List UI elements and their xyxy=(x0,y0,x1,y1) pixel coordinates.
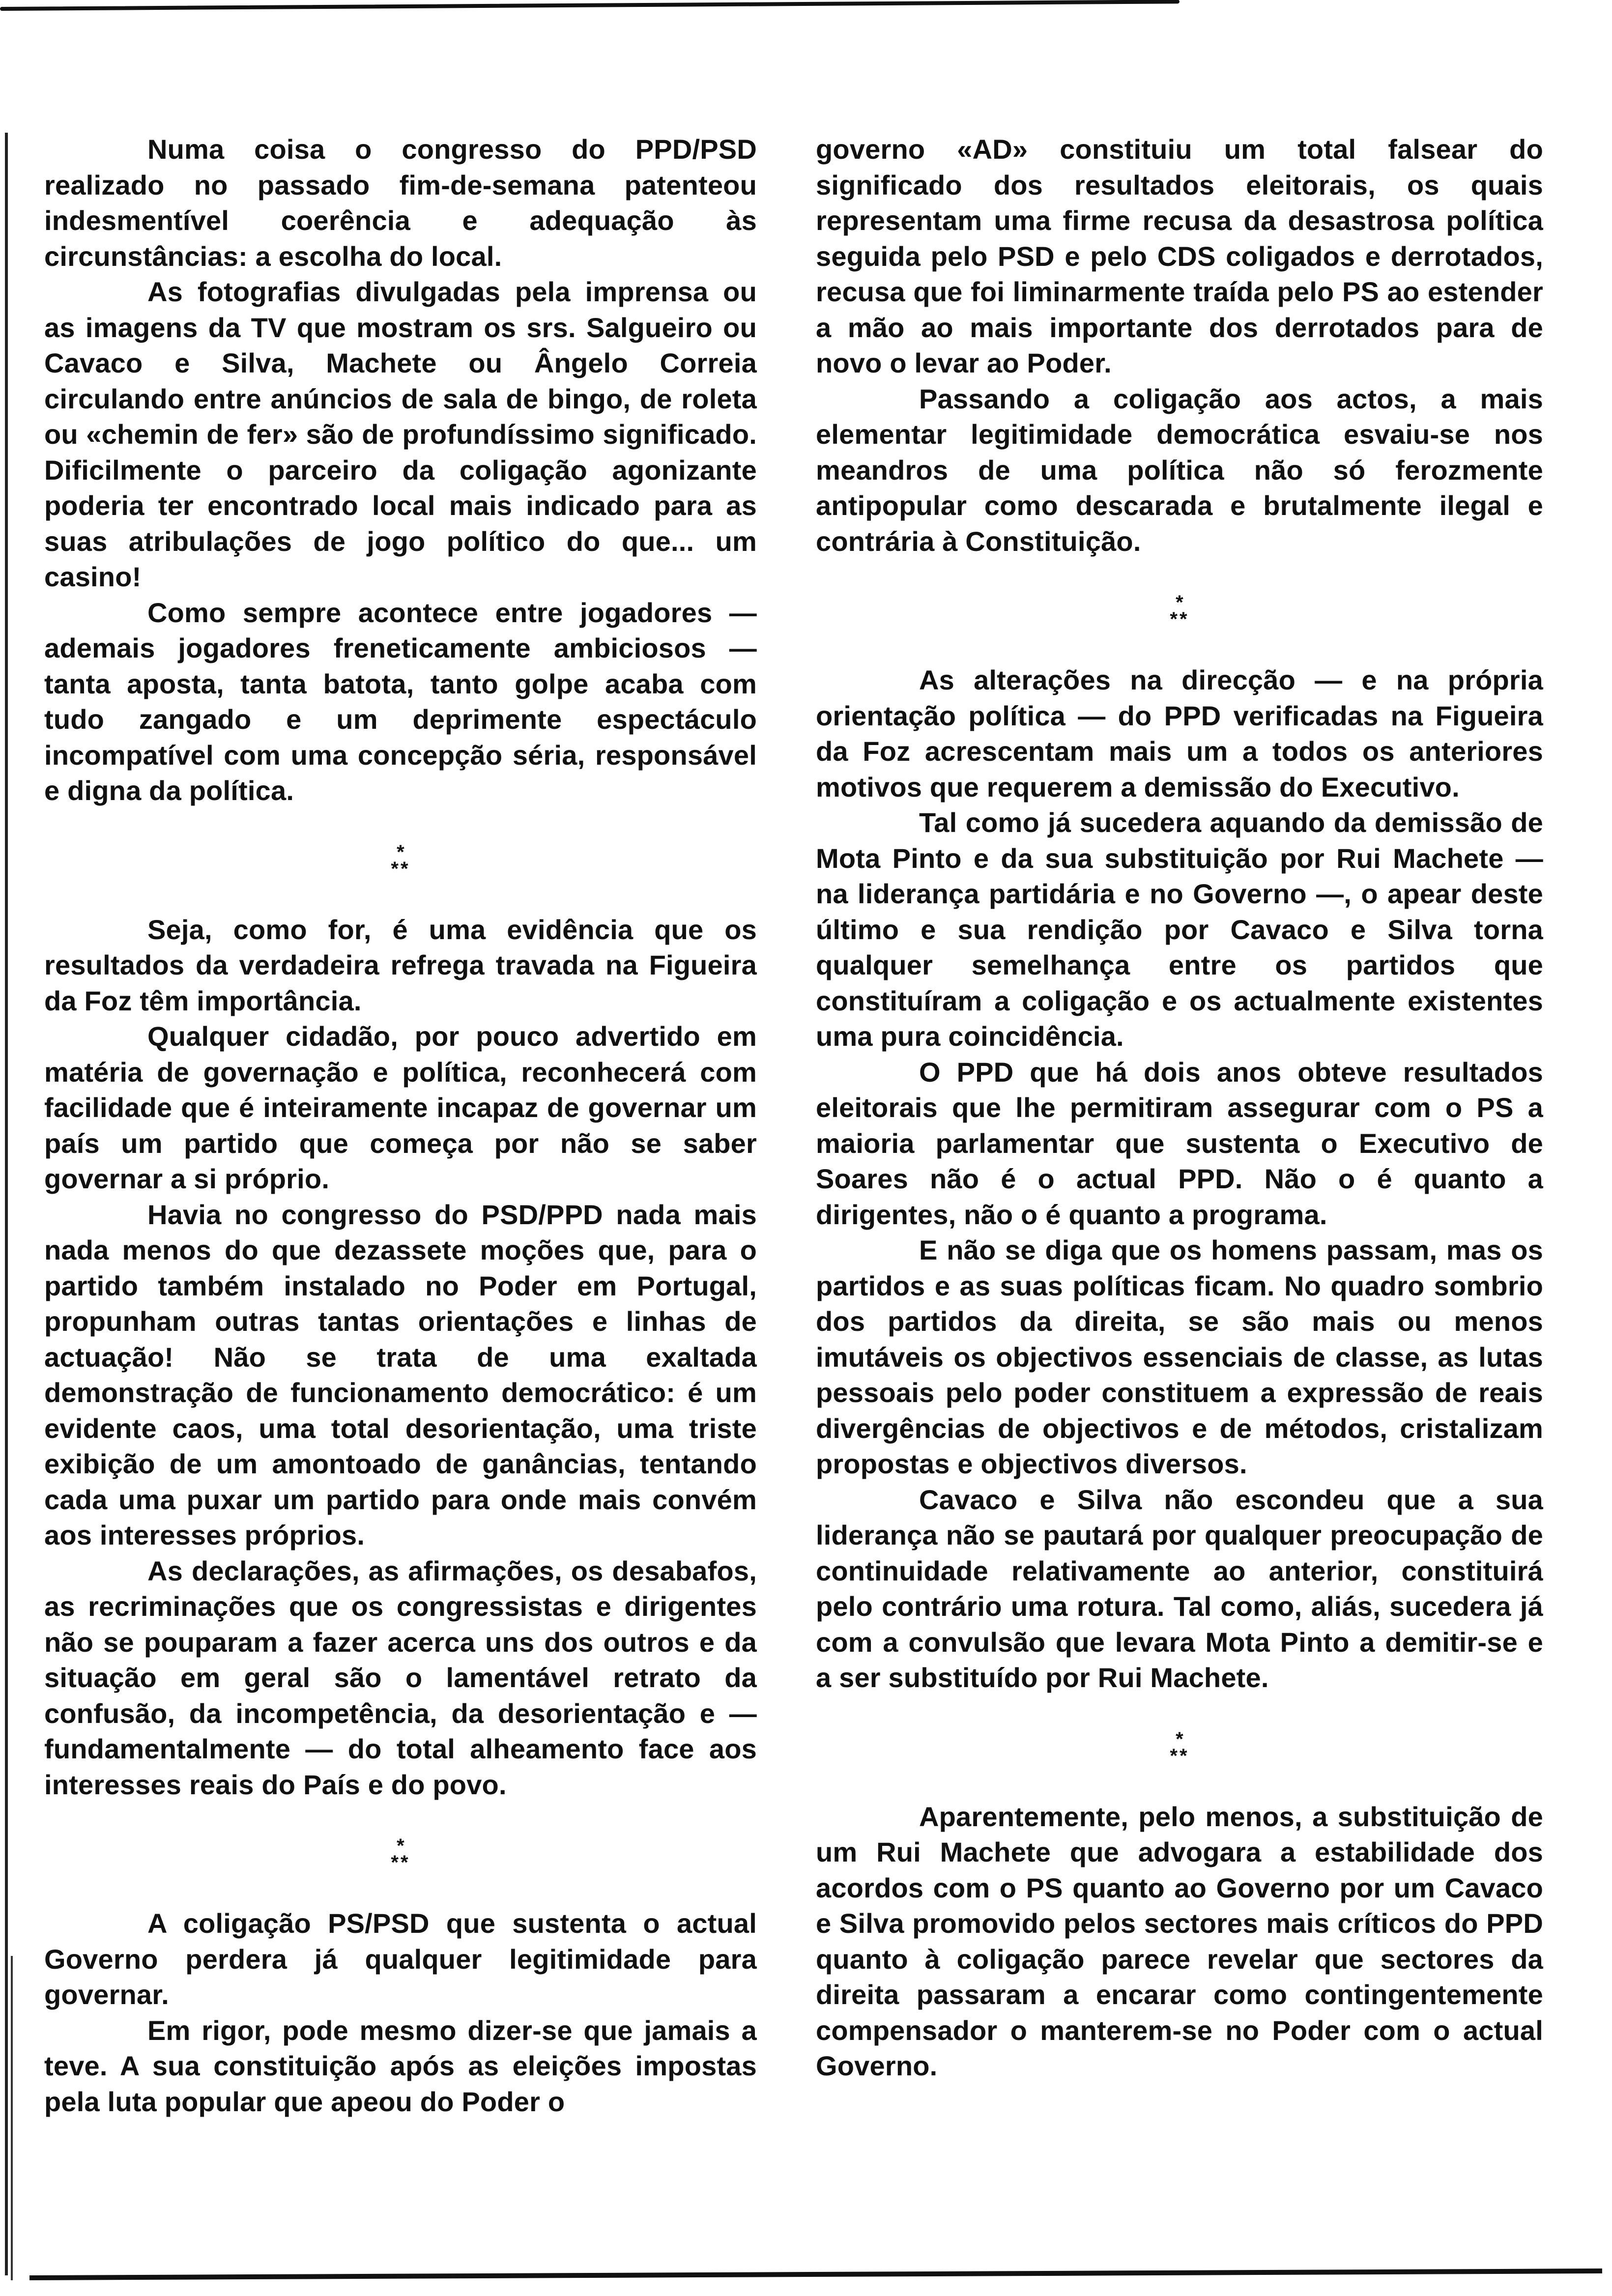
paragraph: As fotografias divulgadas pela imprensa ou as imagens da TV que mostram os srs. Salgueiro ou Cavaco e Silva, Machete ou Ângelo Correia circulando entre anúncios de sala de bingo, de roleta ou «chemin de fer» são de profundíssimo significado. Dificilmente o parceiro da coligação agonizante poderia ter encontrado local mais indicado para as suas atribulações de jogo político do que... um casino! xyxy=(44,276,757,592)
paragraph: Em rigor, pode mesmo dizer-se que jamais a teve. A sua constituição após as eleições impostas pela luta popular que apeou do Poder o xyxy=(44,2014,757,2117)
left-column xyxy=(44,132,757,2120)
paragraph: As declarações, as afirmações, os desabafos, as recriminações que os congressistas e dirigentes não se pouparam a fazer acerca uns dos outros e da situação em geral são o lamentável retrato da confusão, da incompetência, da desorientação e — fundamentalmente — do total alheamento face aos interesses reais do País e do povo. xyxy=(44,1555,757,1800)
paragraph: Seja, como for, é uma evidência que os resultados da verdadeira refrega travada na Figueira da Foz têm importância. xyxy=(44,914,757,1016)
section-separator-asterism: * ** xyxy=(1170,592,1189,630)
paragraph: Numa coisa o congresso do PPD/PSD realizado no passado fim-de-semana patenteou indesmentível coerência e adequação às circunstâncias: a escolha do local. xyxy=(44,134,757,272)
paragraph: Tal como já sucedera aquando da demissão de Mota Pinto e da sua substituição por Rui Machete — na liderança partidária e no Governo —, o apear deste último e sua rendição por Cavaco e Silva torna qualquer semelhança entre os partidos que constituíram a coligação e os actualmente existentes uma pura coincidência. xyxy=(816,807,1543,1052)
left-border-line-lower xyxy=(11,1956,13,2280)
top-rule xyxy=(0,0,1180,11)
left-border-line xyxy=(5,133,8,2275)
paragraph: Cavaco e Silva não escondeu que a sua liderança não se pautará por qualquer preocupação de continuidade relativamente ao anterior, constituirá pelo contrário uma rotura. Tal como, aliás, sucedera já com a convulsão que levara Mota Pinto a demitir-se e a ser substituído por Rui Machete. xyxy=(816,1484,1543,1693)
section-separator-asterism: * ** xyxy=(391,841,410,880)
section-separator-asterism: * ** xyxy=(391,1835,410,1873)
paragraph: Passando a coligação aos actos, a mais elementar legitimidade democrática esvaiu-se nos meandros de uma política não só ferozmente antipopular como descarada e brutalmente ilegal e contrária à Constituição. xyxy=(816,383,1543,557)
right-column xyxy=(816,132,1543,2084)
paragraph: A coligação PS/PSD que sustenta o actual Governo perdera já qualquer legitimidade para governar. xyxy=(44,1908,757,2010)
paragraph-continued: governo «AD» constituiu um total falsear do significado dos resultados eleitorais, os quais representam uma firme recusa da desastrosa política seguida pelo PSD e pelo CDS coligados e derrotados, recusa que foi liminarmente traída pelo PS ao estender a mão ao mais importante dos derrotados para de novo o levar ao Poder. xyxy=(816,134,1543,378)
paragraph: Aparentemente, pelo menos, a substituição de um Rui Machete que advogara a estabilidade dos acordos com o PS quanto ao Governo por um Cavaco e Silva promovido pelos sectores mais críticos do PPD quanto à coligação parece revelar que sectores da direita passaram a encarar como contingentemente compensador o manterem-se no Poder com o actual Governo. xyxy=(816,1801,1543,2081)
paragraph: As alterações na direcção — e na própria orientação política — do PPD verificadas na Figueira da Foz acrescentam mais um a todos os anteriores motivos que requerem a demissão do Executivo. xyxy=(816,664,1543,803)
bottom-rule xyxy=(29,2268,1602,2280)
paragraph: Qualquer cidadão, por pouco advertido em matéria de governação e política, reconhecerá com facilidade que é inteiramente incapaz de governar um país um partido que começa por não se saber governar a si próprio. xyxy=(44,1021,757,1194)
paragraph: E não se diga que os homens passam, mas os partidos e as suas políticas ficam. No quadro sombrio dos partidos da direita, se são mais ou menos imutáveis os objectivos essenciais de classe, as lutas pessoais pelo poder constituem a expressão de reais divergências de objectivos e de métodos, cristalizam propostas e objectivos diversos. xyxy=(816,1234,1543,1479)
paragraph: Como sempre acontece entre jogadores — ademais jogadores freneticamente ambiciosos — tanta aposta, tanta batota, tanto golpe acaba com tudo zangado e um deprimente espectáculo incompatível com uma concepção séria, responsável e digna da política. xyxy=(44,597,757,806)
paragraph: Havia no congresso do PSD/PPD nada mais nada menos do que dezassete moções que, para o partido também instalado no Poder em Portugal, propunham outras tantas orientações e linhas de actuação! Não se trata de uma exaltada demonstração de funcionamento democrático: é um evidente caos, uma total desorientação, uma triste exibição de um amontoado de ganâncias, tentando cada uma puxar um partido para onde mais convém aos interesses próprios. xyxy=(44,1199,757,1550)
section-separator-asterism: * ** xyxy=(1170,1728,1189,1767)
paragraph: O PPD que há dois anos obteve resultados eleitorais que lhe permitiram assegurar com o PS a maioria parlamentar que sustenta o Executivo de Soares não é o actual PPD. Não o é quanto a dirigentes, não o é quanto a programa. xyxy=(816,1056,1543,1230)
